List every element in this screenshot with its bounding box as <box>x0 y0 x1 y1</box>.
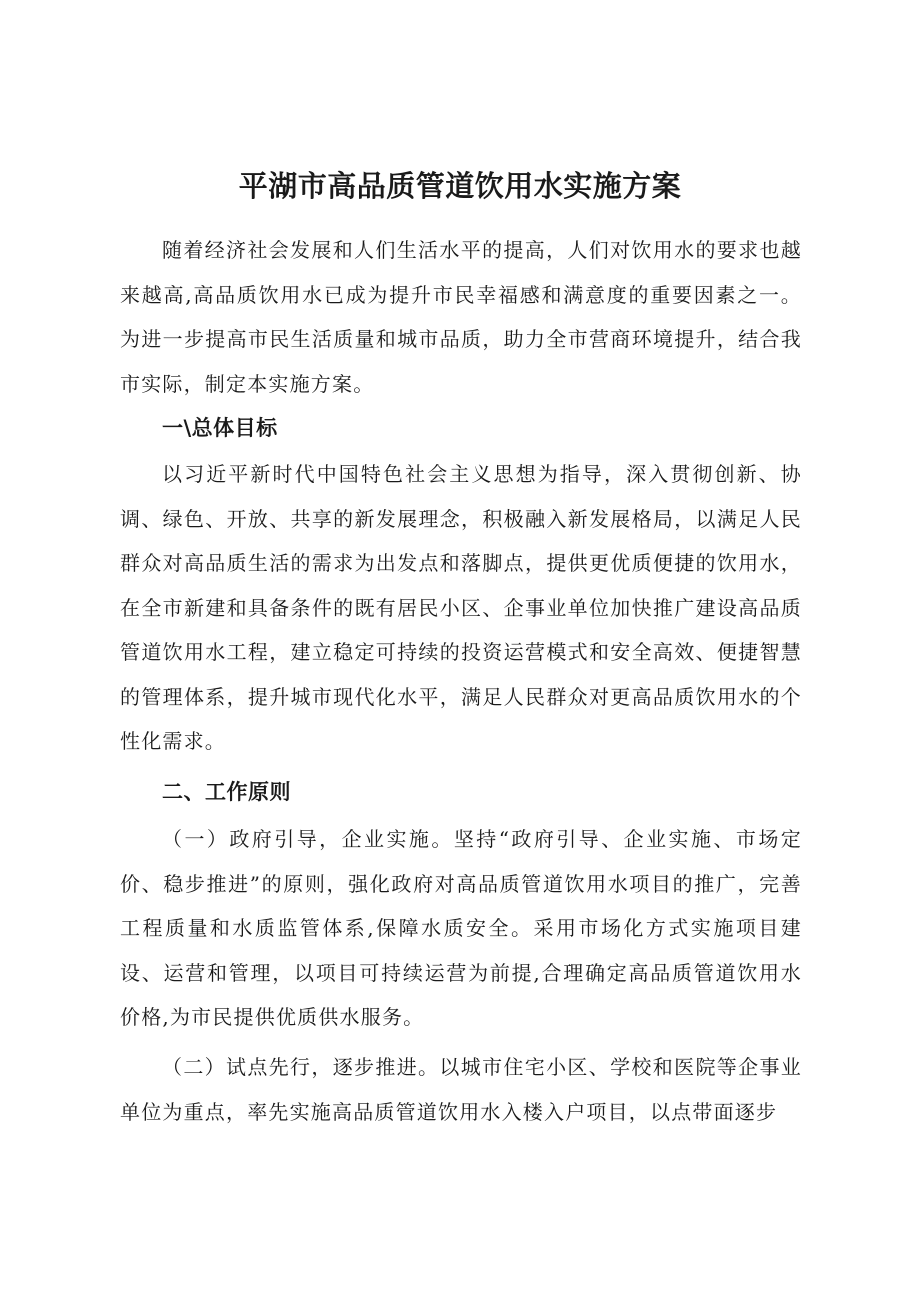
principle-paragraph-2: （二）试点先行，逐步推进。以城市住宅小区、学校和医院等企事业单位为重点，率先实施高品质管道饮用水入楼入户项目，以点带面逐步 <box>120 1055 802 1124</box>
principle-paragraph-1: （一）政府引导，企业实施。坚持“政府引导、企业实施、市场定价、稳步推进”的原则，强化政府对高品质管道饮用水项目的推广，完善工程质量和水质监管体系,保障水质安全。采用市场化方式实施项目建设、运营和管理，以项目可持续运营为前提,合理确定高品质管道饮用水价格,为市民提供优质供水服务。 <box>120 827 802 1029</box>
intro-paragraph: 随着经济社会发展和人们生活水平的提高，人们对饮用水的要求也越来越高,高品质饮用水已成为提升市民幸福感和满意度的重要因素之一。为进一步提高市民生活质量和城市品质，助力全市营商环境提升，结合我市实际，制定本实施方案。 <box>120 238 802 396</box>
section-heading-work-principles: 二、工作原则 <box>162 780 291 804</box>
overall-goal-paragraph: 以习近平新时代中国特色社会主义思想为指导，深入贯彻创新、协调、绿色、开放、共享的新发展理念，积极融入新发展格局，以满足人民群众对高品质生活的需求为出发点和落脚点，提供更优质便捷的饮用水，在全市新建和具备条件的既有居民小区、企事业单位加快推广建设高品质管道饮用水工程，建立稳定可持续的投资运营模式和安全高效、便捷智慧的管理体系，提升城市现代化水平，满足人民群众对更高品质饮用水的个性化需求。 <box>120 462 802 753</box>
document-title: 平湖市高品质管道饮用水实施方案 <box>238 169 682 203</box>
section-heading-overall-goal: 一\总体目标 <box>162 416 278 440</box>
